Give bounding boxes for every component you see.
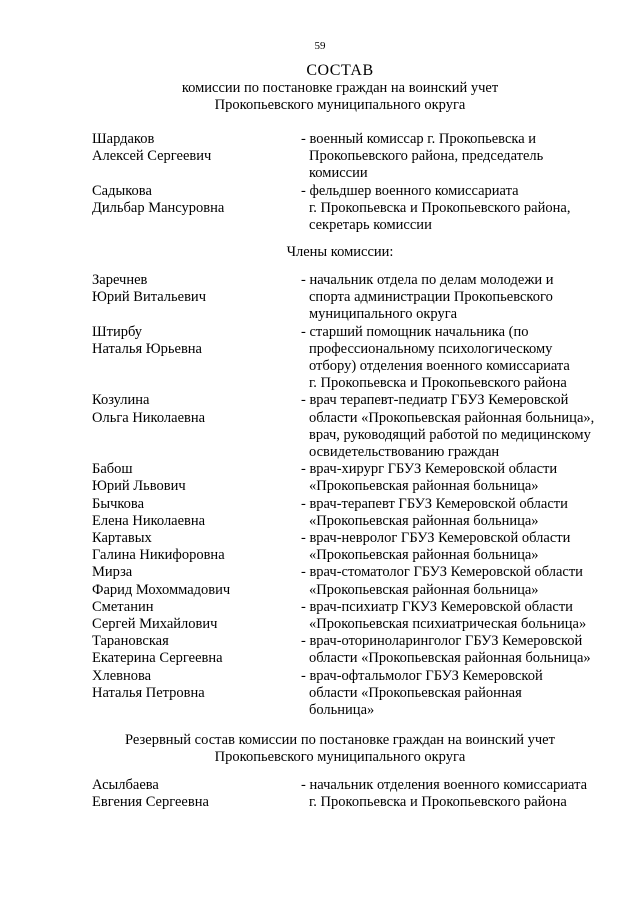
person-role — [301, 392, 610, 461]
person-role — [301, 183, 610, 235]
person-given-names: Дильбар Мансуровна — [92, 199, 225, 216]
role-line: - начальник отделения военного комиссариата — [301, 777, 588, 793]
person-given-names: Ольга Николаевна — [92, 409, 206, 426]
person-role — [301, 599, 610, 633]
person-given-names: Екатерина Сергеевна — [92, 650, 223, 667]
person-given-names: Фарид Мохоммадович — [92, 581, 231, 598]
person-role — [301, 272, 610, 324]
person-surname: Мирза — [92, 564, 133, 581]
person-given-names: Галина Никифоровна — [92, 547, 225, 564]
person-entry — [92, 272, 612, 324]
reserve-title-line-1: Резервный состав комиссии по постановке граждан на воинский учет — [125, 732, 555, 748]
role-line: - врач-офтальмолог ГБУЗ Кемеровской — [301, 667, 543, 684]
person-given-names: Алексей Сергеевич — [92, 148, 212, 165]
person-given-names: Евгения Сергеевна — [92, 794, 209, 811]
role-line: «Прокопьевская районная больница» — [309, 478, 539, 495]
person-name — [92, 564, 301, 598]
person-surname: Шардаков — [92, 131, 155, 147]
role-line: «Прокопьевская районная больница» — [309, 512, 539, 529]
person-name — [92, 131, 301, 183]
role-line: - врач-хирург ГБУЗ Кемеровской области — [301, 461, 558, 478]
person-surname: Хлевнова — [92, 667, 152, 684]
role-line: муниципального округа — [309, 306, 458, 323]
members-section-title — [0, 244, 640, 261]
person-entry — [92, 530, 612, 564]
person-surname: Бабош — [92, 461, 133, 478]
person-role — [301, 496, 610, 530]
role-line: - врач-невролог ГБУЗ Кемеровской области — [301, 530, 571, 547]
role-line: области «Прокопьевская районная больница», — [309, 409, 595, 426]
role-line: Прокопьевского района, председатель — [309, 148, 544, 165]
person-role — [301, 777, 610, 811]
person-surname: Картавых — [92, 530, 152, 547]
person-surname: Сметанин — [92, 598, 154, 615]
person-name — [92, 324, 301, 393]
members-title-text: Члены комиссии: — [286, 244, 394, 260]
reserve-title-line-2: Прокопьевского муниципального округа — [214, 749, 466, 766]
role-line: области «Прокопьевская районная больница» — [309, 650, 591, 667]
role-line: больница» — [309, 702, 375, 719]
role-line: г. Прокопьевска и Прокопьевского района — [309, 375, 567, 392]
reserve-section-title — [0, 732, 640, 766]
person-name — [92, 530, 301, 564]
person-name — [92, 496, 301, 530]
document-title: СОСТАВ — [306, 62, 374, 79]
person-given-names: Юрий Витальевич — [92, 289, 206, 306]
person-name — [92, 668, 301, 720]
person-entry — [92, 461, 612, 495]
person-entry — [92, 633, 612, 667]
person-given-names: Наталья Петровна — [92, 684, 205, 701]
role-line: - врач-оториноларинголог ГБУЗ Кемеровской — [301, 633, 583, 650]
role-line: области «Прокопьевская районная — [309, 684, 522, 701]
person-role — [301, 564, 610, 598]
person-given-names: Юрий Львович — [92, 478, 186, 495]
role-line: врач, руководящий работой по медицинскому — [309, 426, 591, 443]
role-line: г. Прокопьевска и Прокопьевского района, — [309, 199, 571, 216]
role-line: - начальник отдела по делам молодежи и — [301, 272, 554, 288]
person-surname: Козулина — [92, 392, 150, 409]
person-name — [92, 633, 301, 667]
role-line: спорта администрации Прокопьевского — [309, 289, 553, 306]
role-line: - врач-терапевт ГБУЗ Кемеровской области — [301, 495, 568, 512]
person-surname: Садыкова — [92, 182, 152, 199]
person-surname: Заречнев — [92, 272, 148, 288]
person-name — [92, 777, 301, 811]
person-surname: Тарановская — [92, 633, 169, 650]
person-role — [301, 131, 610, 183]
person-name — [92, 392, 301, 461]
person-given-names: Елена Николаевна — [92, 512, 206, 529]
reserve-list — [92, 777, 612, 811]
leaders-list — [92, 131, 612, 234]
person-role — [301, 461, 610, 495]
person-name — [92, 599, 301, 633]
person-surname: Бычкова — [92, 495, 145, 512]
person-entry — [92, 131, 612, 183]
role-line: - врач терапевт-педиатр ГБУЗ Кемеровской — [301, 392, 569, 409]
role-line: комиссии — [309, 165, 368, 182]
heading-line-2: Прокопьевского муниципального округа — [214, 97, 466, 114]
role-line: освидетельствованию граждан — [309, 444, 500, 461]
person-given-names: Наталья Юрьевна — [92, 340, 202, 357]
heading-line-1: комиссии по постановке граждан на воинский учет — [181, 80, 499, 96]
person-surname: Асылбаева — [92, 777, 159, 793]
person-entry — [92, 392, 612, 461]
person-entry — [92, 324, 612, 393]
person-entry — [92, 496, 612, 530]
role-line: - военный комиссар г. Прокопьевска и — [301, 131, 537, 147]
person-name — [92, 183, 301, 235]
person-given-names: Сергей Михайлович — [92, 616, 218, 633]
person-entry — [92, 668, 612, 720]
role-line: «Прокопьевская районная больница» — [309, 547, 539, 564]
role-line: секретарь комиссии — [309, 217, 432, 234]
role-line: - врач-психиатр ГКУЗ Кемеровской области — [301, 598, 573, 615]
person-role — [301, 530, 610, 564]
person-role — [301, 668, 610, 720]
role-line: - старший помощник начальника (по — [301, 323, 529, 340]
person-entry — [92, 183, 612, 235]
role-line: «Прокопьевская психиатрическая больница» — [309, 616, 587, 633]
role-line: «Прокопьевская районная больница» — [309, 581, 539, 598]
document-heading — [0, 62, 640, 114]
person-role — [301, 633, 610, 667]
person-role — [301, 324, 610, 393]
person-name — [92, 461, 301, 495]
page-number: 59 — [314, 40, 326, 52]
role-line: отбору) отделения военного комиссариата — [309, 358, 570, 375]
role-line: - врач-стоматолог ГБУЗ Кемеровской области — [301, 564, 583, 581]
role-line: - фельдшер военного комиссариата — [301, 182, 519, 199]
person-entry — [92, 564, 612, 598]
person-name — [92, 272, 301, 324]
person-surname: Штирбу — [92, 323, 143, 340]
person-entry — [92, 599, 612, 633]
role-line: г. Прокопьевска и Прокопьевского района — [309, 794, 567, 811]
role-line: профессиональному психологическому — [309, 340, 553, 357]
members-list — [92, 272, 612, 719]
person-entry — [92, 777, 612, 811]
